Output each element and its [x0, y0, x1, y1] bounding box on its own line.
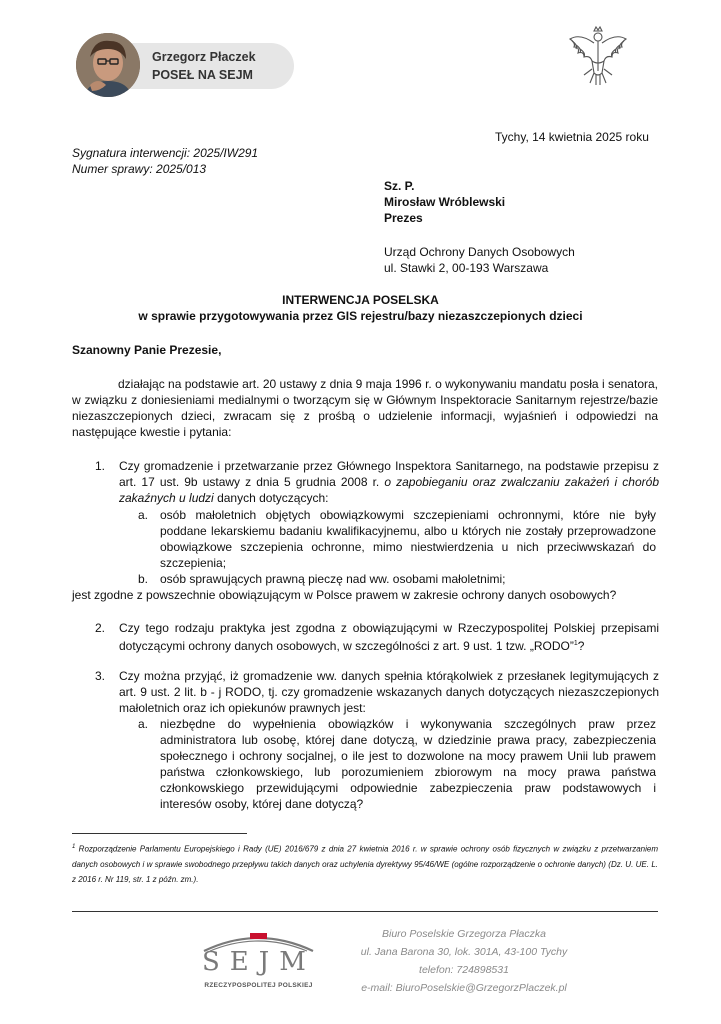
sejm-logo-sub: RZECZYPOSPOLITEJ POLSKIEJ	[204, 982, 313, 989]
q1-number: 1.	[95, 459, 106, 473]
case-number: Numer sprawy: 2025/013	[72, 162, 207, 176]
q2-body: Czy tego rodzaju praktyka jest zgodna z obowiązującymi w Rzeczypospolitej Polskiej przepisami dotyczącymi ochrony danych osobowych, w szczególności z art. 9 ust. 1 tzw. „RODO”	[119, 621, 659, 653]
subject-line: w sprawie przygotowywania przez GIS rejestru/bazy niezaszczepionych dzieci	[138, 309, 583, 323]
q2-end: ?	[577, 639, 585, 653]
footer-address: ul. Jana Barona 30, lok. 301A, 43-100 Tychy	[360, 946, 568, 958]
q1a-label: a.	[138, 508, 149, 522]
q1-tail: jest zgodne z powszechnie obowiązującym w Polsce prawem w zakresie ochrony danych osobowych?	[72, 588, 617, 602]
q1a-text: osób małoletnich objętych obowiązkowymi szczepieniami ochronnymi, które nie były poddane lekarskiemu badaniu kwalifikacyjnemu, albo u których nie zostały przeprowadzone obowiązkowe szczepienia ochronne, mimo niestwierdzenia u nich przeciwwskazań do szczepienia;	[160, 508, 656, 570]
q3a-text: niezbędne do wypełnienia obowiązków i wykonywania szczególnych praw przez administratora lub osobę, której dane dotyczą, w dziedzinie prawa pracy, zabezpieczenia społecznego i ochrony socjalnej, o ile jest to dozwolone na mocy prawem Unii lub prawem państwa członkowskiego, lub porozumieniem zbiorowym na mocy prawa państwa członkowskiego przewidującymi odpowiednie zabezpieczenia praw podstawowych i interesów osoby, której dane dotyczą?	[160, 717, 656, 811]
q3-number: 3.	[95, 669, 106, 683]
q1-text-a: Czy gromadzenie i przetwarzanie przez Głównego Inspektora Sanitarnego, na podstawie przepisu z art. 17 ust. 9b ustawy z dnia 5 grudnia 2008 r.	[119, 459, 659, 489]
q3a-label: a.	[138, 717, 149, 731]
q3-text: Czy można przyjąć, iż gromadzenie ww. danych spełnia którąkolwiek z przesłanek legitymujących z art. 9 ust. 2 lit. b - j RODO, tj. czy gromadzenie wskazanych danych dotyczących niezaszczepionych małoletnich oraz ich opiekunów prawnych jest:	[119, 669, 659, 715]
recipient-name: Mirosław Wróblewski	[384, 195, 506, 209]
recipient-salutation: Sz. P.	[384, 179, 415, 193]
footnote-mark: 1	[72, 844, 76, 850]
q1b-label: b.	[138, 572, 149, 586]
header-name: Grzegorz Płaczek	[152, 50, 256, 64]
q1-text	[119, 458, 659, 506]
sejm-logo-word: SEJM	[202, 947, 316, 977]
recipient-title: Prezes	[384, 211, 423, 225]
recipient-office: Urząd Ochrony Danych Osobowych	[384, 245, 575, 259]
header-role: POSEŁ NA SEJM	[152, 68, 253, 82]
subject-title: INTERWENCJA POSELSKA	[282, 293, 439, 307]
q2-text	[119, 620, 659, 654]
portrait-photo	[76, 33, 140, 97]
footnote-divider	[72, 833, 247, 834]
recipient-address: ul. Stawki 2, 00-193 Warszawa	[384, 261, 549, 275]
intro-paragraph: działając na podstawie art. 20 ustawy z dnia 9 maja 1996 r. o wykonywaniu mandatu posła i senatora, w związku z doniesieniami medialnymi o tworzącym się w Głównym Inspektoracie Sanitarnym rejestrze/bazie niezaszczepionych dzieci, zwracam się z prośbą o udzielenie informacji, wyjaśnień i odpowiedzi na następujące kwestie i pytania:	[72, 377, 658, 439]
footer-email[interactable]: e-mail: BiuroPoselskie@GrzegorzPlaczek.pl	[361, 982, 567, 994]
portrait-icon	[76, 33, 140, 97]
signature-ref: Sygnatura interwencji: 2025/IW291	[72, 146, 259, 160]
footnote	[72, 840, 658, 887]
q2-number: 2.	[95, 621, 106, 635]
polish-eagle-icon	[566, 25, 630, 95]
q2-footnote-ref: 1	[573, 640, 578, 647]
sejm-logo	[196, 927, 321, 997]
footnote-text: Rozporządzenie Parlamentu Europejskiego i Rady (UE) 2016/679 z dnia 27 kwietnia 2016 r. w sprawie ochrony osób fizycznych w związku z przetwarzaniem danych osobowych i w sprawie swobodnego przepływu takich danych oraz uchylenia dyrektywy 95/46/WE (ogólne rozporządzenie o ochronie danych) (Dz. U. UE. L. z 2016 r. Nr 119, str. 1 z późn. zm.).	[72, 844, 658, 884]
q1b-text: osób sprawujących prawną pieczę nad ww. osobami małoletnimi;	[160, 572, 506, 586]
q1-text-b: danych dotyczących:	[217, 491, 329, 505]
greeting: Szanowny Panie Prezesie,	[72, 343, 222, 357]
footer-phone: telefon: 724898531	[419, 964, 509, 976]
footer-office: Biuro Poselskie Grzegorza Płaczka	[382, 928, 546, 940]
q1-law-title: o zapobieganiu oraz zwalczaniu zakażeń i chorób zakaźnych u ludzi	[119, 475, 659, 505]
footer-divider	[72, 911, 658, 912]
date-place: Tychy, 14 kwietnia 2025 roku	[495, 130, 649, 144]
